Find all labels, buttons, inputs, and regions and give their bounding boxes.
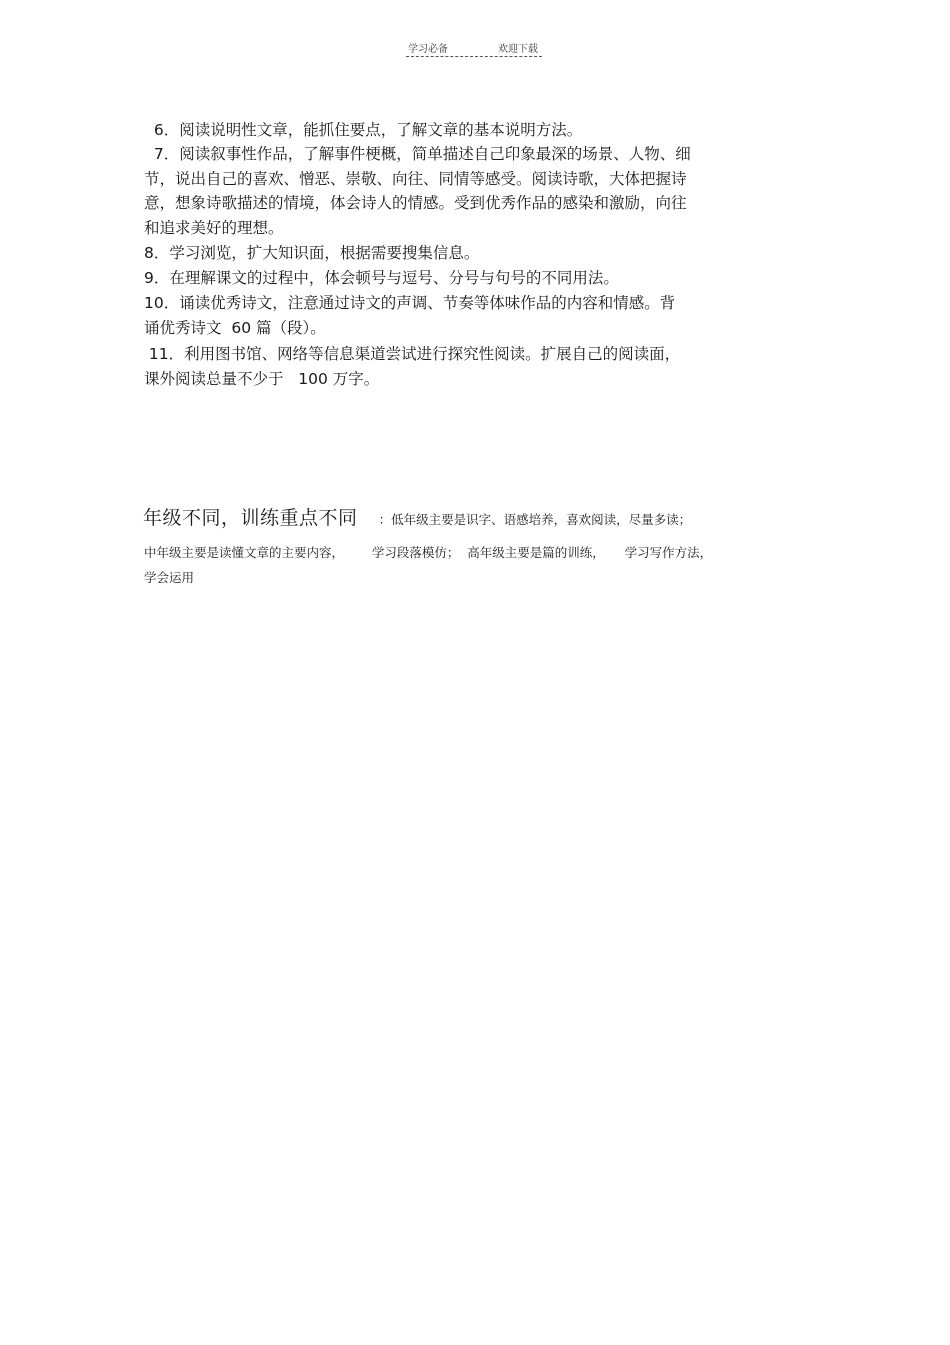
item-7 [144,142,784,240]
grade-heading: 年级不同，训练重点不同 [143,507,358,529]
item-line: 7．阅读叙事性作品，了解事件梗概，简单描述自己印象最深的场景、人物、细 [144,145,691,163]
item-line: 课外阅读总量不少于 100 万字。 [144,369,380,388]
item-11 [144,342,784,391]
header-right-text: 欢迎下载 [498,44,538,55]
page-header [406,38,542,57]
item-line: 和追求美好的理想。 [144,218,284,237]
item-line: 诵优秀诗文 60 篇（段）。 [144,318,326,337]
grade-detail [144,540,804,590]
item-9 [144,266,784,291]
item-line: 意，想象诗歌描述的情境，体会诗人的情感。受到优秀作品的感染和激励，向往 [144,194,687,212]
item-line: 11．利用图书馆、网络等信息渠道尝试进行探究性阅读。扩展自己的阅读面， [144,345,681,363]
item-line: 8．学习浏览，扩大知识面，根据需要搜集信息。 [144,244,480,262]
grade-detail-line: 学会运用 [144,570,195,585]
grade-detail-line: 中年级主要是读懂文章的主要内容， 学习段落模仿； 高年级主要是篇的训练， 学习写作方法， [144,545,713,560]
header-left-text: 学习必备 [408,44,448,55]
item-line: 9．在理解课文的过程中，体会顿号与逗号、分号与句号的不同用法。 [144,269,619,287]
grade-heading-row [143,503,691,530]
item-10 [144,291,784,340]
item-line: 节，说出自己的喜欢、憎恶、崇敬、向往、同情等感受。阅读诗歌，大体把握诗 [144,169,687,188]
item-line: 10．诵读优秀诗文，注意通过诗文的声调、节奏等体味作品的内容和情感。背 [144,294,676,312]
grade-intro: ：低年级主要是识字、语感培养，喜欢阅读，尽量多读； [378,512,692,527]
item-8 [144,241,784,266]
item-line: 6．阅读说明性文章，能抓住要点，了解文章的基本说明方法。 [144,121,583,139]
item-6 [144,118,784,143]
